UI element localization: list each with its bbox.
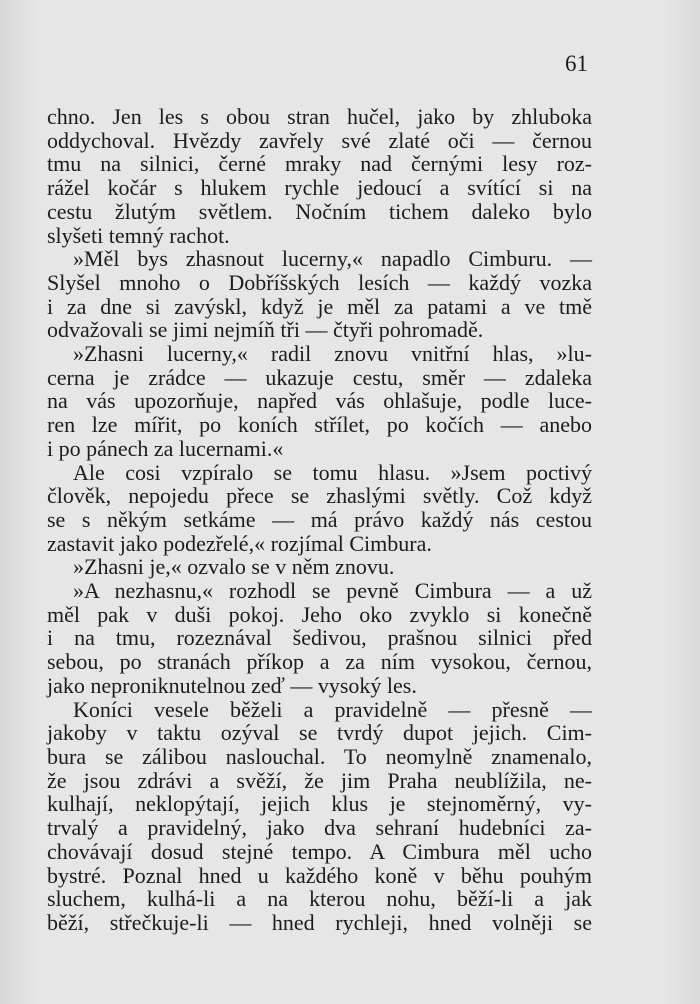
text-line: chovávají dosud stejné tempo. A Cimbura měl ucho — [47, 838, 592, 864]
text-line: »A nezhasnu,« rozhodl se pevně Cimbura — a už — [73, 578, 592, 604]
text-line: cestu žlutým světlem. Nočním tichem daleko bylo — [47, 198, 592, 224]
text-line: rážel kočár s hlukem rychle jedoucí a svítící si na — [47, 175, 592, 201]
text-line: zastavit jako podezřelé,« rozjímal Cimbura. — [47, 530, 432, 556]
text-line: běží, střečkuje-li — hned rychleji, hned volněji se — [47, 909, 592, 935]
text-line: Slyšel mnoho o Dobříšských lesích — každý vozka — [47, 269, 592, 295]
text-line: měl pak v duši pokoj. Jeho oko zvyklo si konečně — [47, 601, 592, 627]
text-line: »Zhasni lucerny,« radil znovu vnitřní hlas, »lu- — [73, 341, 592, 367]
text-line: sluchem, kulhá-li a na kterou nohu, běží-li a jak — [47, 886, 592, 912]
body-text — [47, 105, 592, 935]
text-line: sebou, po stranách příkop a za ním vysokou, černou, — [47, 649, 592, 675]
text-line: kulhají, neklopýtají, jejich klus je stejnoměrný, vy- — [47, 791, 592, 817]
text-line: jakoby v taktu ozýval se tvrdý dupot jejich. Cim- — [47, 720, 592, 746]
text-line: se s někým setkáme — má právo každý nás cestou — [47, 506, 592, 532]
text-line: že jsou zdrávi a svěží, že jim Praha neublížila, ne- — [47, 767, 592, 793]
text-line: bystré. Poznal hned u každého koně v běhu pouhým — [47, 862, 592, 888]
text-line: Ale cosi vzpíralo se tomu hlasu. »Jsem poctivý — [73, 459, 592, 485]
text-line: cerna je zrádce — ukazuje cestu, směr — zdaleka — [47, 364, 592, 390]
text-line: bura se zálibou naslouchal. To neomylně znamenalo, — [47, 743, 592, 769]
text-line: tmu na silnici, černé mraky nad černými lesy roz- — [47, 151, 592, 177]
text-line: i po pánech za lucernami.« — [47, 435, 284, 461]
page-number: 61 — [565, 51, 588, 76]
text-line: trvalý a pravidelný, jako dva sehraní hudebníci za- — [47, 815, 592, 841]
text-line: člověk, nepojedu přece se zhaslými světly. Což když — [47, 483, 592, 509]
text-line: chno. Jen les s obou stran hučel, jako by zhluboka — [47, 104, 592, 129]
text-line: i na tmu, rozeznával šedivou, prašnou silnici před — [47, 625, 592, 651]
text-line: jako neproniknutelnou zeď — vysoký les. — [47, 672, 417, 698]
text-line: »Zhasni je,« ozvalo se v něm znovu. — [73, 554, 395, 580]
text-line: na vás upozorňuje, napřed vás ohlašuje, podle luce- — [47, 388, 592, 414]
text-line: odvažovali se jimi nejmíň tři — čtyři pohromadě. — [47, 317, 484, 343]
text-line: »Měl bys zhasnout lucerny,« napadlo Cimburu. — — [73, 246, 592, 272]
text-line: slyšeti temný rachot. — [47, 222, 230, 248]
text-line: i za dne si zavýskl, když je měl za patami a ve tmě — [47, 293, 592, 319]
text-line: Koníci vesele běželi a pravidelně — přesně — — [73, 696, 592, 722]
text-line: oddychoval. Hvězdy zavřely své zlaté oči — černou — [47, 127, 592, 153]
text-line: ren lze mířit, po koních střílet, po kočích — anebo — [47, 412, 592, 438]
